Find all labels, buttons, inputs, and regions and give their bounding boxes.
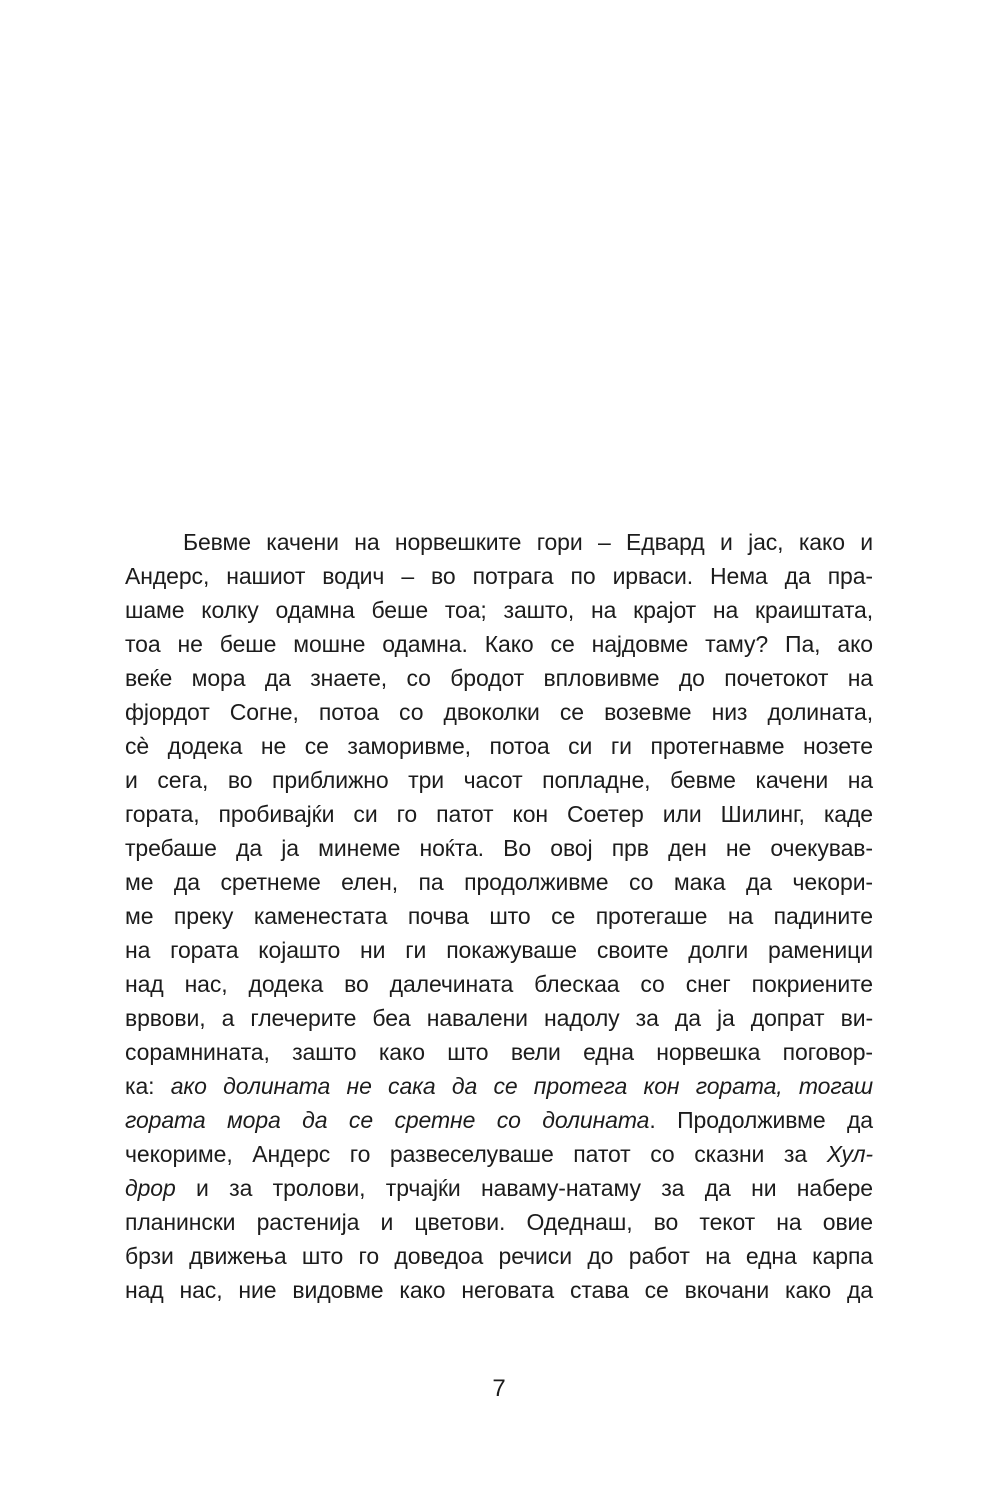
- text-line: [125, 1035, 873, 1069]
- text-line: [125, 593, 873, 627]
- text-line: [125, 831, 873, 865]
- text-segment: над нас, додека во далечината блескаа со снег покриените: [125, 971, 873, 997]
- text-segment: ме преку каменестата почва што се протегаше на падините: [125, 903, 873, 929]
- text-segment: сорамнината, зашто како што вели една норвешка поговор-: [125, 1039, 873, 1065]
- text-segment: фјордот Согне, потоа со двоколки се возевме низ долината,: [125, 699, 873, 725]
- text-segment: брзи движења што го доведоа речиси до работ на една карпа: [125, 1243, 873, 1269]
- body-text: [125, 525, 873, 1307]
- text-line: [125, 1069, 873, 1103]
- text-line: [125, 933, 873, 967]
- text-segment: гората, пробивајќи си го патот кон Соетер или Шилинг, каде: [125, 801, 873, 827]
- text-line: [125, 1001, 873, 1035]
- text-segment: Андерс, нашиот водич – во потрага по ирваси. Нема да пра-: [125, 563, 873, 589]
- text-line: [125, 1239, 873, 1273]
- text-segment: чекориме, Андерс го развеселуваше патот со сказни за: [125, 1141, 827, 1167]
- text-segment: шаме колку одамна беше тоа; зашто, на крајот на краиштата,: [125, 597, 873, 623]
- text-segment: на гората којашто ни ги покажуваше своите долги раменици: [125, 937, 873, 963]
- text-segment: над нас, ние видовме како неговата става се вкочани како да: [125, 1277, 873, 1303]
- text-segment: . Продолживме да: [649, 1107, 873, 1133]
- text-segment: врвови, а глечерите беа навалени надолу за да ја допрат ви-: [125, 1005, 873, 1031]
- text-line: [125, 865, 873, 899]
- text-segment: Бевме качени на норвешките гори – Едвард и јас, како и: [183, 529, 873, 555]
- page-number: 7: [492, 1375, 506, 1402]
- text-line: [125, 1137, 873, 1171]
- text-line: [125, 1273, 873, 1307]
- text-segment: требаше да ја минеме ноќта. Во овој прв ден не очекував-: [125, 835, 873, 861]
- text-segment: планински растенија и цветови. Одеднаш, во текот на овие: [125, 1209, 873, 1235]
- text-line: [125, 967, 873, 1001]
- text-segment: и сега, во приближно три часот попладне, бевме качени на: [125, 767, 873, 793]
- text-segment: и за тролови, трчајќи наваму-натаму за да ни набере: [175, 1175, 873, 1201]
- text-line: [125, 1205, 873, 1239]
- text-line: [125, 559, 873, 593]
- text-line: [125, 1171, 873, 1205]
- italic-text-segment: гората мора да се сретне со долината: [125, 1107, 650, 1133]
- text-segment: сè додека не се заморивме, потоа си ги протегнавме нозете: [125, 733, 873, 759]
- italic-text-segment: дрор: [125, 1175, 176, 1201]
- text-segment: тоа не беше мошне одамна. Како се најдовме таму? Па, ако: [125, 631, 873, 657]
- text-line: [125, 1103, 873, 1137]
- text-line: [125, 763, 873, 797]
- text-line: [125, 627, 873, 661]
- text-line: [125, 695, 873, 729]
- text-line: [125, 729, 873, 763]
- text-segment: ка:: [125, 1073, 171, 1099]
- italic-text-segment: ако долината не сака да се протега кон гората, тогаш: [170, 1073, 873, 1099]
- text-line: [125, 661, 873, 695]
- italic-text-segment: Хул-: [826, 1141, 873, 1167]
- text-segment: ме да сретнеме елен, па продолживме со мака да чекори-: [125, 869, 873, 895]
- text-line: [125, 797, 873, 831]
- text-line: [125, 525, 873, 559]
- text-segment: веќе мора да знаете, со бродот впловивме до почетокот на: [125, 665, 873, 691]
- text-line: [125, 899, 873, 933]
